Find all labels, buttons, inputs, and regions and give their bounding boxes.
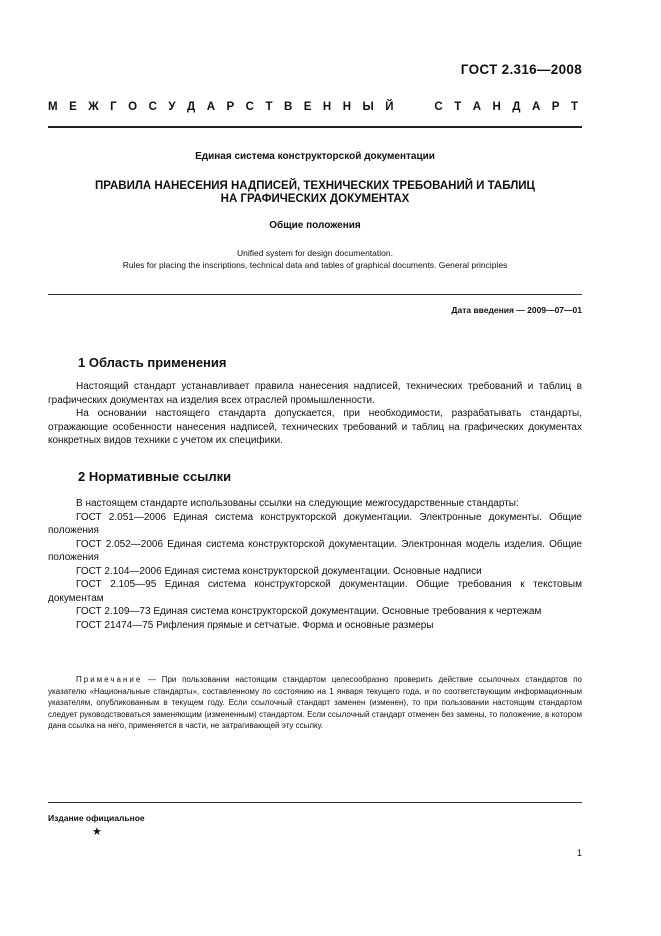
system-title: Единая система конструкторской документации xyxy=(195,151,435,162)
section-1-title: 1 Область применения xyxy=(78,355,227,370)
heading-letter: М xyxy=(48,101,58,113)
standard-code: ГОСТ 2.316—2008 xyxy=(460,62,582,77)
heading-letter: Н xyxy=(492,101,501,113)
heading-letter: Т xyxy=(454,101,462,113)
english-title xyxy=(48,247,582,271)
main-title-line-1: ПРАВИЛА НАНЕСЕНИЯ НАДПИСЕЙ, ТЕХНИЧЕСКИХ ТРЕБОВАНИЙ И ТАБЛИЦ xyxy=(95,180,535,192)
heading-letter: Т xyxy=(265,101,273,113)
main-title-line-2: НА ГРАФИЧЕСКИХ ДОКУМЕНТАХ xyxy=(220,193,410,205)
note-label: Примечание xyxy=(76,675,143,684)
heading-letter: О xyxy=(128,101,138,113)
heading-letter: Н xyxy=(322,101,332,113)
heading-letter: Ж xyxy=(88,101,99,113)
heading-letter: Е xyxy=(303,101,312,113)
introduction-date: Дата введения — 2009—07—01 xyxy=(451,305,582,315)
section-1-paragraph: Настоящий стандарт устанавливает правила нанесения надписей, технических требований и таблиц в графических документах на изделия всех отраслей промышленности. xyxy=(48,381,582,406)
main-title xyxy=(48,180,582,206)
heading-letter: Н xyxy=(342,101,352,113)
reference-item: ГОСТ 21474—75 Рифления прямые и сетчатые. Форма и основные размеры xyxy=(76,619,434,631)
heading-letter: С xyxy=(148,101,157,113)
reference-item: ГОСТ 2.051—2006 Единая система конструкторской документации. Электронные документы. Общие положения xyxy=(48,511,582,536)
reference-item: ГОСТ 2.105—95 Единая система конструкторской документации. Общие требования к текстовым документам xyxy=(48,579,582,604)
english-title-line-1: Unified system for design documentation. xyxy=(237,248,393,258)
heading-letter: Е xyxy=(69,101,77,113)
heading-letter: У xyxy=(168,101,176,113)
heading-letter xyxy=(420,101,423,113)
heading-letter: Д xyxy=(512,101,521,113)
english-title-line-2: Rules for placing the inscriptions, technical data and tables of graphical documents. General principles xyxy=(122,260,508,270)
note xyxy=(48,674,582,732)
heading-letter: Р xyxy=(226,101,235,113)
heading-letter: Р xyxy=(551,101,560,113)
heading-letter: Д xyxy=(187,101,196,113)
interstate-standard-heading xyxy=(48,101,578,113)
heading-letter: А xyxy=(472,101,482,113)
section-2-title: 2 Нормативные ссылки xyxy=(78,469,232,484)
heading-letter: А xyxy=(531,101,541,113)
section-1-paragraph: На основании настоящего стандарта допускается, при необходимости, разрабатывать стандарты, отражающие особенности нанесения надписей, технических требований и таблиц на графических документах конкретных видов техники с учетом их специфики. xyxy=(48,408,582,446)
subtitle: Общие положения xyxy=(269,220,361,231)
heading-letter: Г xyxy=(110,101,117,113)
reference-item: ГОСТ 2.109—73 Единая система конструкторской документации. Основные требования к чертежам xyxy=(76,606,542,617)
heading-letter: А xyxy=(206,101,216,113)
heading-letter: С xyxy=(245,101,254,113)
heading-letter: В xyxy=(283,101,293,113)
star-icon: ★ xyxy=(92,826,102,838)
reference-item: ГОСТ 2.104—2006 Единая система конструкторской документации. Основные надписи xyxy=(76,565,482,577)
note-text: — При пользовании настоящим стандартом целесообразно проверить действие ссылочных стандартов по указателю «Национальные стандарты», составленному по состоянию на 1 января текущего года, и по соответствующим информационным указателям, опубликованным в текущем году. Если ссылочный стандарт заменен (изменен), то при пользовании настоящим стандартом следует руководствоваться заменяющим (измененным) стандартом. Если ссылочный стандарт отменен без замены, то положение, в котором дана ссылка на него, применяется в части, не затрагивающей эту ссылку. xyxy=(48,675,582,730)
top-divider xyxy=(48,126,582,128)
section-2-intro: В настоящем стандарте использованы ссылки на следующие межгосударственные стандарты: xyxy=(76,498,519,509)
middle-divider xyxy=(48,294,582,295)
heading-letter: Ы xyxy=(362,101,374,113)
reference-item: ГОСТ 2.052—2006 Единая система конструкторской документации. Электронная модель изделия. Общие положения xyxy=(48,538,582,563)
page-number: 1 xyxy=(576,848,582,858)
bottom-divider xyxy=(48,802,582,803)
heading-letter: Й xyxy=(385,101,394,113)
official-edition-label: Издание официальное xyxy=(48,813,145,823)
heading-letter xyxy=(405,101,408,113)
section-1-body xyxy=(48,380,582,448)
heading-letter: С xyxy=(434,101,443,113)
heading-letter: Т xyxy=(570,101,578,113)
section-2-body xyxy=(48,497,582,632)
